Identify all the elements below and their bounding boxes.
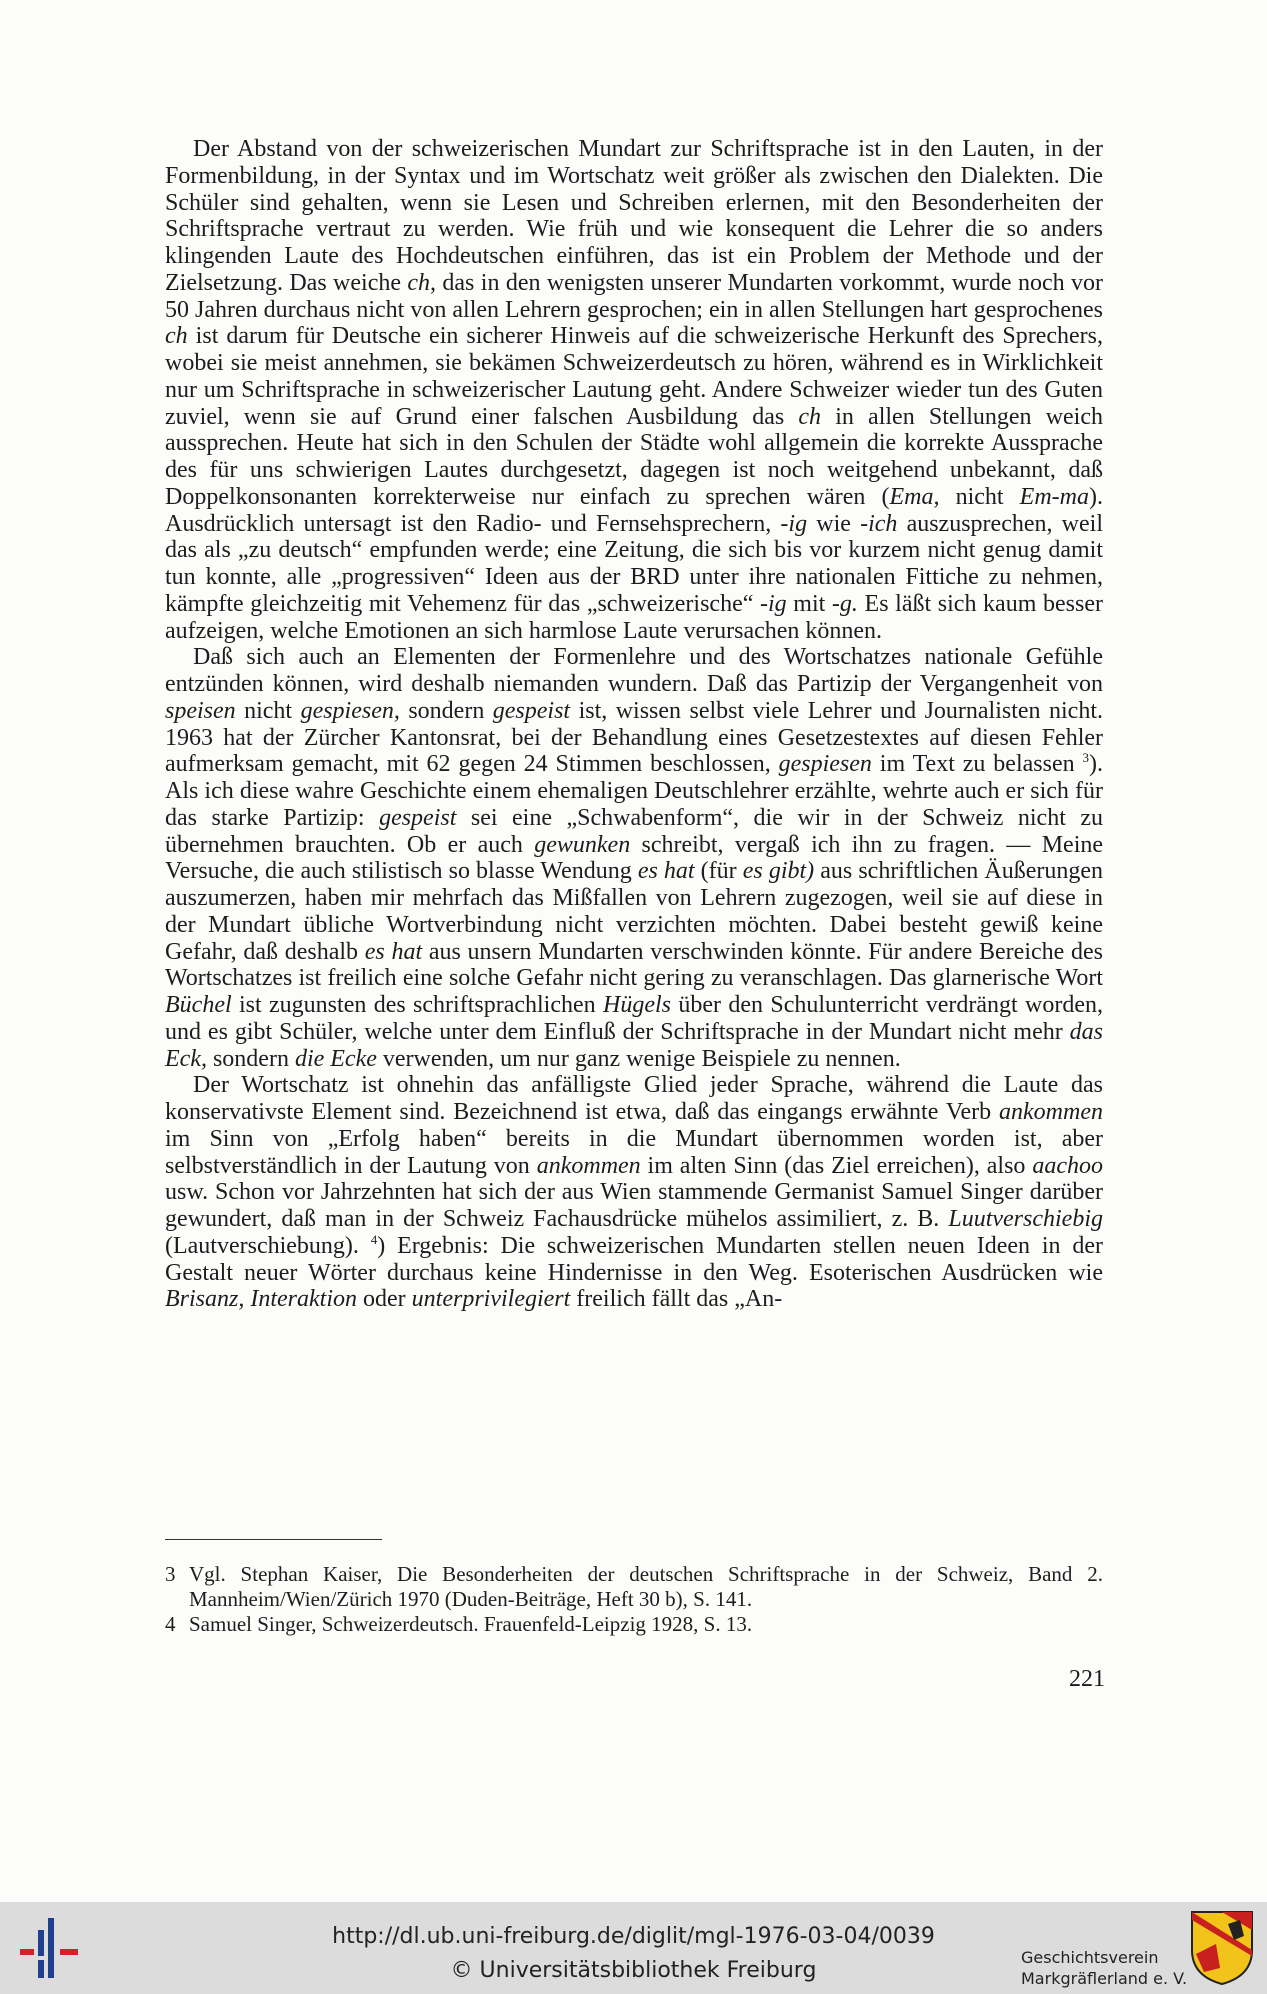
italic-term: gespiesen, [300, 697, 400, 724]
body-text [165, 136, 1103, 1313]
text-run: im Sinn von „Erfolg haben“ bereits in die Mundart übernommen worden ist, aber selbstverständlich in der Lautung von [165, 1125, 1103, 1179]
footnote-separator [165, 1539, 382, 1540]
paragraph [165, 136, 1103, 644]
text-run: (Lautverschiebung). [165, 1232, 371, 1259]
text-run: usw. Schon vor Jahrzehnten hat sich der aus Wien stammende Germanist Samuel Singer darüber gewundert, daß man in der Schweiz Fachausdrücke mühelos assimiliert, z. B. [165, 1179, 1103, 1232]
footnote [165, 1612, 1103, 1637]
italic-term: Hügels [603, 992, 671, 1018]
italic-term: ch [798, 403, 822, 430]
italic-term: Ema, [889, 483, 940, 510]
society-name-line2: Markgräflerland e. V. [1021, 1969, 1188, 1988]
document-url[interactable]: http://dl.ub.uni-freiburg.de/diglit/mgl-1976-03-04/0039 [332, 1924, 935, 1949]
text-run: nicht [235, 697, 301, 724]
text-run: Daß sich auch an Elementen der Formenlehre und des Wortschatzes nationale Gefühle entzünden können, wird deshalb niemanden wundern. Daß das Partizip der Vergangenheit von [165, 644, 1103, 697]
coat-of-arms-icon [1190, 1910, 1254, 1986]
text-run: aus unsern Mundarten verschwinden könnte. Für andere Bereiche des Wortschatzes ist freilich eine solche Gefahr nicht gering zu veranschlagen. Das glarnerische Wort [165, 938, 1103, 992]
paragraph [165, 1072, 1103, 1313]
text-run: mit [786, 590, 832, 617]
copyright-text: © Universitätsbibliothek Freiburg [450, 1958, 817, 1983]
italic-term: gespeist [492, 697, 571, 724]
italic-term: Em-ma [1019, 483, 1089, 510]
text-run: oder [357, 1286, 412, 1313]
text-run: sondern [399, 697, 493, 724]
footnote [165, 1562, 1103, 1612]
text-run: ist darum für Deutsche ein sicherer Hinweis auf die schweizerische Herkunft des Sprechers, wobei sie meist annehmen, sie bekämen Schweizerdeutsch zu hören, während es in Wirklichkeit nur um Schriftsprache in schweizerischer Lautung geht. Andere Schweizer wieder tun des Guten zuviel, wenn sie auf Grund einer falschen Ausbildung das [165, 323, 1103, 430]
italic-term: speisen [165, 697, 236, 724]
footnote-number: 3 [165, 1562, 176, 1586]
text-run: ) Ergebnis: Die schweizerischen Mundarten stellen neuen Ideen in der Gestalt neuer Wörter durchaus keine Hindernisse in den Weg. Esoterischen Ausdrücken wie [165, 1232, 1104, 1286]
text-run: Der Abstand von der schweizerischen Mundart zur Schriftsprache ist in den Lauten, in der Formenbildung, in der Syntax und im Wortschatz weit größer als zwischen den Dialekten. Die Schüler sind gehalten, wenn sie Lesen und Schreiben erlernen, mit den Besonderheiten der Schriftsprache vertraut zu werden. Wie früh und wie konsequent die Lehrer die so anders klingenden Laute des Hochdeutschen einführen, das ist ein Problem der Methode und der Zielsetzung. Das weiche [165, 136, 1103, 296]
italic-term: es hat [364, 938, 423, 965]
text-run: aus schriftlichen Äußerungen auszumerzen, haben mir mehrfach das Mißfallen von Lehrern zugezogen, weil sie auf diese in der Mundart übliche Wortverbindung nicht verzichten möchten. Dabei besteht gewiß keine Gefahr, daß deshalb [165, 858, 1103, 965]
italic-term: Brisanz, Interaktion [165, 1286, 357, 1313]
society-name [1021, 1947, 1187, 1989]
footnote-text: Vgl. Stephan Kaiser, Die Besonderheiten der deutschen Schriftsprache in der Schweiz, Band 2. Mannheim/Wien/Zürich 1970 (Duden-Beiträge, Heft 30 b), S. 141. [189, 1562, 1103, 1611]
paragraph [165, 644, 1103, 1072]
italic-term: gespeist [379, 804, 457, 831]
italic-term: es hat [637, 858, 695, 885]
italic-term: -ich [860, 510, 898, 537]
text-run: sondern [206, 1045, 295, 1072]
italic-term: -ig [780, 510, 808, 537]
text-run: ist zugunsten des schriftsprachlichen [231, 992, 603, 1018]
footnote-number: 4 [165, 1612, 176, 1636]
italic-term: gespiesen [778, 751, 872, 778]
italic-term: es gibt) [742, 858, 815, 885]
italic-term: ankommen [999, 1099, 1103, 1125]
text-run: freilich fällt das „An- [570, 1286, 783, 1313]
footnote-reference: 3 [1082, 750, 1089, 766]
viewer-footer [0, 1902, 1267, 1994]
italic-term: -g. [831, 590, 858, 617]
italic-term: gewunken [534, 831, 631, 858]
text-run: wie [807, 510, 861, 537]
italic-term: ch, [407, 269, 437, 296]
text-run: Der Wortschatz ist ohnehin das anfälligste Glied jeder Sprache, während die Laute das konservativste Element sind. Bezeichnend ist etwa, daß das eingangs erwähnte Verb [165, 1072, 1103, 1125]
text-run: auszusprechen, weil das als „zu deutsch“ empfunden werde; eine Zeitung, die sich bis vor kurzem nicht genug damit tun konnte, alle „progressiven“ Ideen aus der BRD unter ihre nationalen Fittiche zu nehmen, kämpfte gleichzeitig mit Vehemenz für das „schweizerische“ [165, 510, 1103, 617]
text-run: das in den wenigsten unserer Mundarten vorkommt, wurde noch vor 50 Jahren durchaus nicht von allen Lehrern gesprochen; ein in allen Stellungen hart gesprochenes [165, 269, 1103, 323]
italic-term: Luutverschiebig [948, 1206, 1103, 1232]
text-run: nicht [939, 483, 1020, 510]
italic-term: die Ecke [294, 1045, 377, 1072]
italic-term: das Eck, [165, 1018, 1103, 1072]
text-run: ). Als ich diese wahre Geschichte einem ehemaligen Deutschlehrer erzählte, wehrte auch er sich für das starke Partizip: [165, 751, 1103, 831]
text-run: sei eine „Schwabenform“, die wir in der Schweiz nicht zu übernehmen brauchten. Ob er auch [165, 804, 1103, 858]
text-run: im Text zu belassen [871, 751, 1083, 778]
text-run: in allen Stellungen weich aussprechen. Heute hat sich in den Schulen der Städte wohl allgemein die korrekte Aussprache des für uns schwierigen Lautes durchgesetzt, dagegen ist noch weitgehend unbekannt, daß Doppelkonsonanten korrekterweise nur einfach zu sprechen wären ( [165, 403, 1103, 510]
society-name-line1: Geschichtsverein [1021, 1948, 1159, 1967]
text-run: über den Schulunterricht verdrängt worden, und es gibt Schüler, welche unter dem Einfluß der Schriftsprache in der Mundart nicht mehr [165, 992, 1103, 1045]
italic-term: ankommen [536, 1152, 641, 1179]
text-run: im alten Sinn (das Ziel erreichen), also [640, 1152, 1033, 1179]
text-run: Es läßt sich kaum besser aufzeigen, welche Emotionen an sich harmlose Laute verursachen können. [165, 590, 1103, 644]
italic-term: -ig [760, 590, 787, 617]
text-run: verwenden, um nur ganz wenige Beispiele zu nennen. [376, 1045, 901, 1072]
italic-term: aachoo [1032, 1152, 1103, 1179]
text-run: (für [694, 858, 743, 885]
text-run: ). Ausdrücklich untersagt ist den Radio- und Fernsehsprechern, [165, 483, 1103, 537]
text-run: schreibt, vergaß ich ihn zu fragen. — Meine Versuche, die auch stilistisch so blasse Wendung [165, 831, 1104, 885]
footnotes [165, 1562, 1103, 1637]
footnote-text: Samuel Singer, Schweizerdeutsch. Frauenfeld-Leipzig 1928, S. 13. [189, 1612, 753, 1636]
footnote-reference: 4 [370, 1231, 378, 1247]
italic-term: ch [165, 323, 188, 350]
page-number: 221 [1069, 1666, 1105, 1692]
italic-term: Büchel [165, 992, 232, 1018]
text-run: ist, wissen selbst viele Lehrer und Journalisten nicht. 1963 hat der Zürcher Kantonsrat, bei der Behandlung eines Gesetzestextes auf diesen Fehler aufmerksam gemacht, mit 62 gegen 24 Stimmen beschlossen, [165, 697, 1103, 778]
italic-term: unterprivilegiert [411, 1286, 571, 1313]
